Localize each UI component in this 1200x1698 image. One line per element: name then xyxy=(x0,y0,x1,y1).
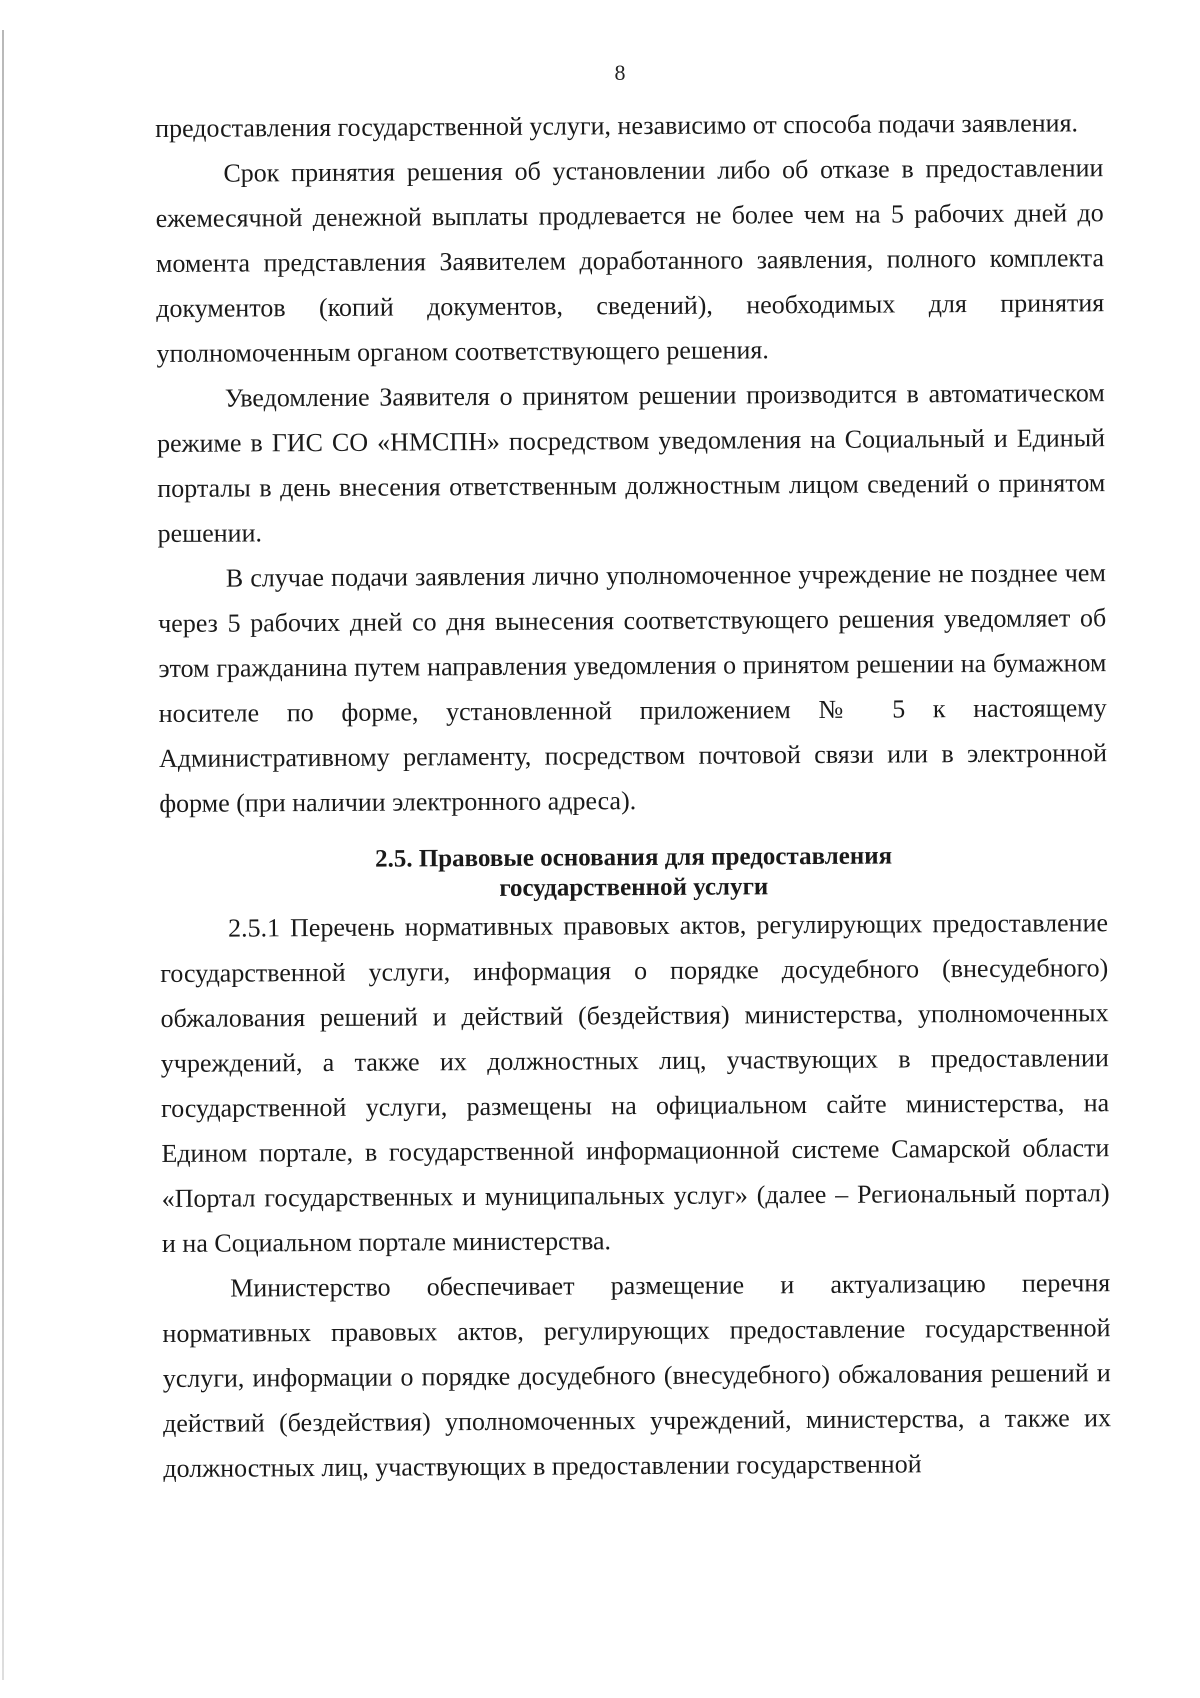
document-body xyxy=(155,100,1111,1491)
section-heading xyxy=(160,840,1108,906)
paragraph-continuation: предоставления государственной услуги, независимо от способа подачи заявления. xyxy=(155,108,1079,143)
paragraph-decision-term: Срок принятия решения об установлении либо об отказе в предоставлении ежемесячной денежной выплаты продлевается не более чем на 5 рабочих дней до момента представления Заявителем доработанного заявления, полного комплекта документов (копий документов, сведений), необходимых для принятия уполномоченным органом соответствующего решения. xyxy=(155,153,1105,368)
paragraph-notification: Уведомление Заявителя о принятом решении производится в автоматическом режиме в ГИС СО «НМСПН» посредством уведомления на Социальный и Единый порталы в день внесения ответственным должностным лицом сведений о принятом решении. xyxy=(156,378,1106,548)
page-number: 8 xyxy=(614,60,626,85)
section-heading-line-2: государственной услуги xyxy=(499,873,769,902)
scan-edge-shadow xyxy=(2,30,4,1680)
paragraph-personal-submission: В случае подачи заявления лично уполномоченное учреждение не позднее чем через 5 рабочих дней со дня вынесения соответствующего решения уведомляет об этом гражданина путем направления уведомления о принятом решении на бумажном носителе по форме, установленной приложением № 5 к настоящему Административному регламенту, посредством почтовой связи или в электронной форме (при наличии электронного адреса). xyxy=(158,558,1108,818)
section-heading-line-1: 2.5. Правовые основания для предоставления xyxy=(374,842,893,873)
paragraph-legal-acts-list: 2.5.1 Перечень нормативных правовых актов, регулирующих предоставление государственной услуги, информация о порядке досудебного (внесудебного) обжалования решений и действий (бездействия) министерства, уполномоченных учреждений, а также их должностных лиц, участвующих в предоставлении государственной услуги, размещены на официальном сайте министерства, на Едином портале, в государственной информационной системе Самарской области «Портал государственных и муниципальных услуг» (далее – Региональный портал) и на Социальном портале министерства. xyxy=(160,908,1110,1258)
paragraph-ministry-obligations: Министерство обеспечивает размещение и актуализацию перечня нормативных правовых актов, регулирующих предоставление государственной услуги, информации о порядке досудебного (внесудебного) обжалования решений и действий (бездействия) уполномоченных учреждений, министерства, а также их должностных лиц, участвующих в предоставлении государственной xyxy=(162,1268,1112,1483)
